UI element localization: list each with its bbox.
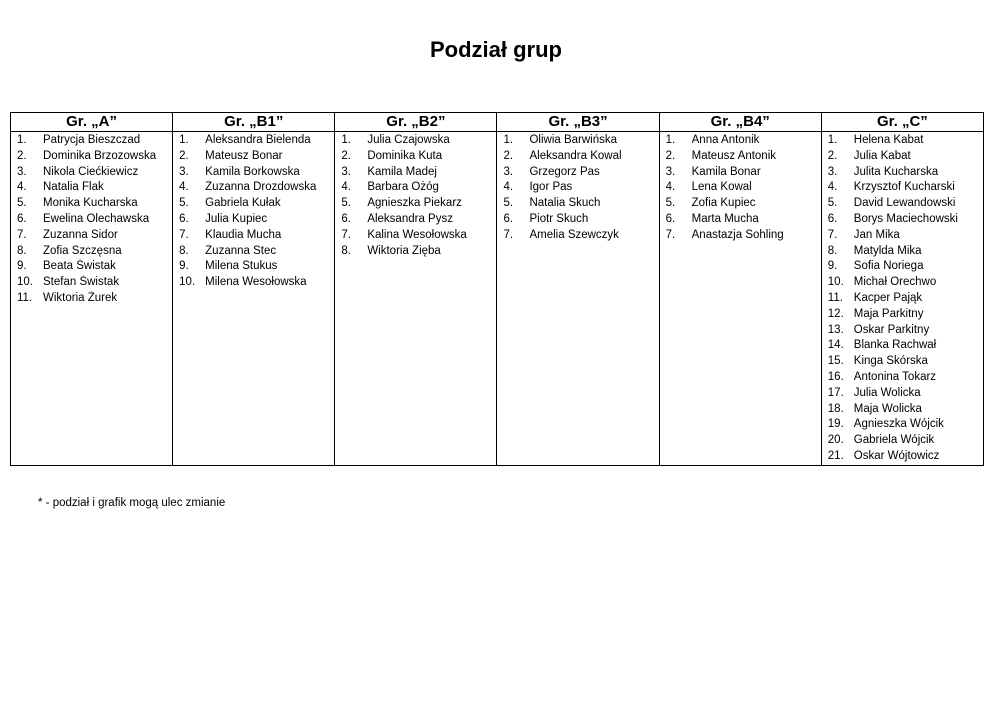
list-item-name: Dominika Brzozowska [43, 149, 157, 162]
list-item-name: Borys Maciechowski [853, 212, 958, 225]
list-item-name: Kamila Borkowska [205, 165, 300, 178]
group-header-b3: Gr. „B3” [497, 113, 659, 132]
list-item [11, 180, 172, 196]
list-item [173, 244, 334, 260]
list-item-name: Maja Parkitny [853, 307, 924, 320]
list-item [335, 149, 496, 165]
list-item [660, 196, 821, 212]
group-cell-c [821, 132, 983, 466]
list-item [822, 402, 983, 418]
list-item [335, 228, 496, 244]
list-item-number: 1. [503, 134, 514, 146]
list-item-number: 8. [827, 244, 838, 257]
list-item [173, 133, 334, 149]
list-item-name: Michał Orechwo [853, 276, 937, 289]
group-header-b2: Gr. „B2” [335, 113, 497, 132]
list-item [822, 370, 983, 386]
group-cell-b3 [497, 132, 659, 466]
list-item-name: David Lewandowski [853, 197, 956, 210]
list-item [497, 149, 658, 165]
group-cell-a [11, 132, 173, 466]
list-item-name: Kamila Madej [367, 165, 437, 178]
list-item-name: Ewelina Olechawska [43, 212, 150, 225]
list-item-number: 7. [179, 228, 189, 241]
list-item [660, 165, 821, 181]
list-item-number: 3. [341, 165, 351, 178]
list-item [11, 259, 172, 275]
list-item [822, 386, 983, 402]
list-item [822, 244, 983, 260]
list-item-name: Zuzanna Sidor [43, 228, 118, 241]
list-item [822, 417, 983, 433]
list-item-number: 9. [827, 260, 838, 273]
list-item-name: Julia Wolicka [853, 386, 921, 399]
list-item-name: Igor Pas [529, 181, 573, 194]
group-cell-b2 [335, 132, 497, 466]
group-cell-b1 [173, 132, 335, 466]
list-item-name: Zuzanna Drozdowska [205, 181, 317, 194]
list-item-number: 6. [341, 212, 351, 225]
list-item [335, 165, 496, 181]
list-item-number: 2. [17, 149, 27, 162]
list-item-number: 4. [341, 181, 351, 194]
list-item [822, 149, 983, 165]
list-item [497, 165, 658, 181]
list-item [497, 228, 658, 244]
list-item-number: 2. [665, 149, 676, 162]
list-item-number: 7. [503, 228, 514, 241]
list-item [822, 291, 983, 307]
list-item-number: 8. [341, 244, 351, 257]
list-item-name: Anastazja Sohling [691, 228, 784, 241]
member-list-b1 [173, 133, 334, 291]
list-item-number: 9. [179, 260, 189, 273]
list-item-name: Blanka Rachwał [853, 339, 937, 352]
list-item [822, 212, 983, 228]
list-item-number: 14. [827, 339, 844, 352]
member-list-b2 [335, 133, 496, 259]
list-item-number: 1. [341, 134, 351, 146]
list-item [822, 275, 983, 291]
list-item-name: Julia Kupiec [205, 212, 268, 225]
list-item [11, 149, 172, 165]
list-item-number: 10. [827, 276, 844, 289]
list-item-number: 10. [179, 276, 196, 289]
list-item-name: Amelia Szewczyk [529, 228, 619, 241]
list-item-name: Beata Świstak [43, 260, 116, 273]
list-item [660, 149, 821, 165]
list-item-number: 2. [341, 149, 351, 162]
list-item-name: Milena Stukus [205, 260, 278, 273]
list-item [497, 133, 658, 149]
list-item-name: Grzegorz Pas [529, 165, 600, 178]
list-item-number: 10. [17, 276, 33, 289]
list-item [11, 275, 172, 291]
list-item [173, 149, 334, 165]
group-header-c: Gr. „C” [821, 113, 983, 132]
list-item [822, 180, 983, 196]
list-item [660, 180, 821, 196]
list-item-name: Natalia Flak [43, 181, 104, 194]
list-item [497, 180, 658, 196]
list-item-name: Aleksandra Pysz [367, 212, 453, 225]
list-item [11, 165, 172, 181]
table-header-row [11, 113, 984, 132]
list-item-name: Agnieszka Piekarz [367, 197, 462, 210]
list-item-number: 5. [17, 197, 27, 210]
list-item [335, 133, 496, 149]
list-item-name: Gabriela Kułak [205, 197, 281, 210]
list-item-name: Piotr Skuch [529, 212, 589, 225]
list-item-number: 5. [179, 197, 189, 210]
group-cell-b4 [659, 132, 821, 466]
list-item-number: 1. [827, 134, 838, 146]
list-item-number: 6. [179, 212, 189, 225]
list-item-number: 7. [341, 228, 351, 241]
list-item [335, 180, 496, 196]
list-item-number: 6. [665, 212, 676, 225]
list-item-number: 12. [827, 307, 844, 320]
list-item-number: 11. [17, 291, 33, 304]
list-item-name: Sofia Noriega [853, 260, 924, 273]
list-item [173, 196, 334, 212]
list-item-number: 5. [665, 197, 676, 210]
list-item [822, 433, 983, 449]
list-item [497, 212, 658, 228]
list-item-name: Julita Kucharska [853, 165, 939, 178]
list-item-number: 5. [827, 197, 838, 210]
list-item-number: 3. [503, 165, 514, 178]
list-item-name: Kacper Pająk [853, 291, 923, 304]
list-item-number: 1. [17, 134, 27, 146]
list-item [822, 338, 983, 354]
list-item [660, 212, 821, 228]
list-item-name: Stefan Świstak [43, 276, 120, 289]
list-item-name: Krzysztof Kucharski [853, 181, 955, 194]
list-item-name: Wiktoria Żurek [43, 291, 118, 304]
list-item [173, 228, 334, 244]
list-item-number: 16. [827, 370, 844, 383]
list-item-name: Oskar Wójtowicz [853, 449, 940, 462]
list-item [335, 212, 496, 228]
member-list-a [11, 133, 172, 307]
list-item-number: 4. [179, 181, 189, 194]
list-item-name: Zofia Szczęsna [43, 244, 122, 257]
list-item-name: Anna Antonik [691, 134, 760, 146]
list-item-name: Oskar Parkitny [853, 323, 930, 336]
list-item-name: Klaudia Mucha [205, 228, 282, 241]
member-list-c [822, 133, 983, 465]
list-item [822, 449, 983, 465]
list-item-name: Natalia Skuch [529, 197, 601, 210]
list-item-name: Julia Czajowska [367, 134, 450, 146]
list-item-number: 9. [17, 260, 27, 273]
list-item [822, 165, 983, 181]
group-header-a: Gr. „A” [11, 113, 173, 132]
list-item [173, 180, 334, 196]
list-item-name: Lena Kowal [691, 181, 752, 194]
member-list-b3 [497, 133, 658, 244]
list-item-number: 3. [827, 165, 838, 178]
list-item-number: 3. [179, 165, 189, 178]
list-item-number: 6. [503, 212, 514, 225]
list-item-name: Marta Mucha [691, 212, 759, 225]
list-item-name: Maja Wolicka [853, 402, 922, 415]
list-item [822, 133, 983, 149]
list-item [822, 323, 983, 339]
list-item-name: Jan Mika [853, 228, 900, 241]
list-item-number: 1. [665, 134, 676, 146]
list-item-number: 5. [341, 197, 351, 210]
list-item-name: Helena Kabat [853, 134, 924, 146]
list-item [11, 212, 172, 228]
list-item [173, 212, 334, 228]
list-item [335, 244, 496, 260]
list-item [11, 291, 172, 307]
list-item [335, 196, 496, 212]
list-item-name: Kalina Wesołowska [367, 228, 467, 241]
list-item-number: 4. [665, 181, 676, 194]
footnote: * - podział i grafik mogą ulec zmianie [38, 497, 226, 509]
list-item-name: Gabriela Wójcik [853, 434, 935, 447]
list-item-number: 17. [827, 386, 844, 399]
list-item-number: 7. [827, 228, 838, 241]
list-item-name: Agnieszka Wójcik [853, 418, 944, 431]
list-item [173, 259, 334, 275]
list-item-number: 3. [665, 165, 676, 178]
list-item-name: Mateusz Bonar [205, 149, 283, 162]
list-item [173, 165, 334, 181]
list-item-number: 15. [827, 355, 844, 368]
list-item-name: Patrycja Bieszczad [43, 134, 141, 146]
list-item-number: 3. [17, 165, 27, 178]
list-item-name: Aleksandra Kowal [529, 149, 622, 162]
groups-table [10, 112, 984, 466]
list-item-name: Monika Kucharska [43, 197, 138, 210]
list-item-name: Aleksandra Bielenda [205, 134, 311, 146]
list-item-name: Dominika Kuta [367, 149, 443, 162]
list-item-number: 8. [17, 244, 27, 257]
list-item-name: Mateusz Antonik [691, 149, 777, 162]
list-item-number: 2. [827, 149, 838, 162]
table-body-row [11, 132, 984, 466]
list-item-number: 6. [827, 212, 838, 225]
list-item-name: Julia Kabat [853, 149, 911, 162]
list-item [660, 228, 821, 244]
list-item-name: Zofia Kupiec [691, 197, 756, 210]
list-item-number: 5. [503, 197, 514, 210]
list-item [497, 196, 658, 212]
list-item-number: 1. [179, 134, 189, 146]
list-item-name: Matylda Mika [853, 244, 922, 257]
list-item-name: Barbara Ożóg [367, 181, 439, 194]
list-item [822, 307, 983, 323]
list-item [660, 133, 821, 149]
list-item-name: Kinga Skórska [853, 355, 928, 368]
list-item-name: Nikola Ciećkiewicz [43, 165, 139, 178]
list-item [11, 196, 172, 212]
list-item-number: 4. [503, 181, 514, 194]
list-item-number: 2. [179, 149, 189, 162]
list-item-number: 4. [827, 181, 838, 194]
list-item [11, 228, 172, 244]
list-item-name: Antonina Tokarz [853, 370, 937, 383]
list-item-number: 11. [827, 291, 843, 304]
list-item-name: Wiktoria Zięba [367, 244, 441, 257]
group-header-b4: Gr. „B4” [659, 113, 821, 132]
list-item [822, 228, 983, 244]
list-item-number: 19. [827, 418, 844, 431]
page-title: Podział grup [430, 37, 562, 62]
list-item-number: 21. [827, 449, 844, 462]
list-item-number: 13. [827, 323, 844, 336]
list-item-name: Zuzanna Stec [205, 244, 277, 257]
list-item-name: Milena Wesołowska [205, 276, 307, 289]
list-item-name: Kamila Bonar [691, 165, 761, 178]
list-item-number: 7. [17, 228, 27, 241]
list-item [11, 133, 172, 149]
group-header-b1: Gr. „B1” [173, 113, 335, 132]
list-item [822, 354, 983, 370]
list-item-name: Oliwia Barwińska [529, 134, 618, 146]
list-item-number: 8. [179, 244, 189, 257]
list-item [822, 196, 983, 212]
list-item [822, 259, 983, 275]
list-item-number: 18. [827, 402, 844, 415]
list-item-number: 20. [827, 434, 844, 447]
list-item-number: 6. [17, 212, 27, 225]
list-item-number: 4. [17, 181, 27, 194]
member-list-b4 [660, 133, 821, 244]
list-item-number: 7. [665, 228, 676, 241]
list-item-number: 2. [503, 149, 514, 162]
list-item [11, 244, 172, 260]
list-item [173, 275, 334, 291]
